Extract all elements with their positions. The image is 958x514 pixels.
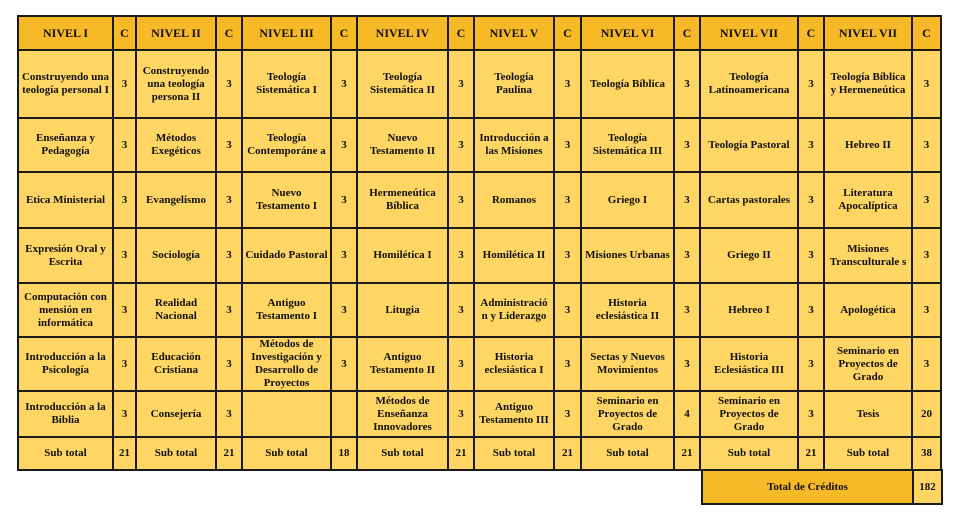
credits-header: C bbox=[554, 16, 581, 50]
course-credits: 3 bbox=[674, 228, 700, 283]
course-name: Realidad Nacional bbox=[136, 283, 216, 337]
course-credits: 3 bbox=[448, 228, 474, 283]
course-name: Historia Eclesiástica III bbox=[700, 337, 798, 391]
course-name: Métodos de Investigación y Desarrollo de Proyectos bbox=[242, 337, 331, 391]
course-credits: 3 bbox=[798, 50, 824, 118]
level-header: NIVEL III bbox=[242, 16, 331, 50]
course-name: Enseñanza y Pedagogía bbox=[18, 118, 113, 172]
subtotal-value: 21 bbox=[216, 437, 242, 470]
course-credits: 3 bbox=[216, 391, 242, 437]
course-name: Antiguo Testamento III bbox=[474, 391, 554, 437]
course-credits: 4 bbox=[674, 391, 700, 437]
subtotal-label: Sub total bbox=[136, 437, 216, 470]
course-name: Litugia bbox=[357, 283, 448, 337]
course-name: Antiguo Testamento I bbox=[242, 283, 331, 337]
course-credits: 3 bbox=[216, 228, 242, 283]
course-credits: 3 bbox=[448, 391, 474, 437]
course-name: Teología Latinoamericana bbox=[700, 50, 798, 118]
course-credits: 3 bbox=[113, 172, 136, 228]
course-name: Teología Paulina bbox=[474, 50, 554, 118]
course-credits: 3 bbox=[912, 228, 941, 283]
course-credits: 3 bbox=[554, 228, 581, 283]
course-name: Cuidado Pastoral bbox=[242, 228, 331, 283]
course-name: Computación con mensión en informática bbox=[18, 283, 113, 337]
course-name: Introducción a la Psicología bbox=[18, 337, 113, 391]
total-credits-row bbox=[702, 470, 942, 504]
subtotal-value: 21 bbox=[674, 437, 700, 470]
course-name: Teología Sistemática I bbox=[242, 50, 331, 118]
total-credits-value: 182 bbox=[913, 470, 942, 504]
course-name: Consejería bbox=[136, 391, 216, 437]
course-name: Seminario en Proyectos de Grado bbox=[581, 391, 674, 437]
course-credits: 3 bbox=[674, 50, 700, 118]
table-body bbox=[18, 50, 941, 470]
course-name: Nuevo Testamento II bbox=[357, 118, 448, 172]
course-name: Métodos de Enseñanza Innovadores bbox=[357, 391, 448, 437]
subtotal-label: Sub total bbox=[474, 437, 554, 470]
course-credits: 3 bbox=[798, 283, 824, 337]
course-credits: 3 bbox=[216, 118, 242, 172]
course-name: Romanos bbox=[474, 172, 554, 228]
course-name: Seminario en Proyectos de Grado bbox=[700, 391, 798, 437]
course-row bbox=[18, 50, 941, 118]
course-row bbox=[18, 391, 941, 437]
total-credits-table bbox=[701, 469, 943, 505]
level-header: NIVEL II bbox=[136, 16, 216, 50]
course-name: Teología Sistemática II bbox=[357, 50, 448, 118]
course-name: Nuevo Testamento I bbox=[242, 172, 331, 228]
course-name: Hebreo I bbox=[700, 283, 798, 337]
course-credits: 3 bbox=[912, 283, 941, 337]
course-name: Homilética II bbox=[474, 228, 554, 283]
total-credits-label: Total de Créditos bbox=[702, 470, 913, 504]
level-header: NIVEL VII bbox=[700, 16, 798, 50]
course-credits: 3 bbox=[216, 172, 242, 228]
subtotal-label: Sub total bbox=[242, 437, 331, 470]
curriculum-table bbox=[17, 15, 942, 471]
credits-header: C bbox=[674, 16, 700, 50]
course-name: Antiguo Testamento II bbox=[357, 337, 448, 391]
course-name: Teología Bíblica y Hermeneútica bbox=[824, 50, 912, 118]
course-credits: 3 bbox=[674, 337, 700, 391]
credits-header: C bbox=[912, 16, 941, 50]
course-name: Misiones Transculturale s bbox=[824, 228, 912, 283]
course-credits: 3 bbox=[674, 172, 700, 228]
level-header: NIVEL VI bbox=[581, 16, 674, 50]
course-credits: 3 bbox=[554, 283, 581, 337]
course-name: Etica Ministerial bbox=[18, 172, 113, 228]
level-header: NIVEL IV bbox=[357, 16, 448, 50]
course-name: Métodos Exegéticos bbox=[136, 118, 216, 172]
subtotal-label: Sub total bbox=[581, 437, 674, 470]
course-credits: 20 bbox=[912, 391, 941, 437]
header-row bbox=[18, 16, 941, 50]
course-credits: 3 bbox=[216, 283, 242, 337]
course-name: Seminario en Proyectos de Grado bbox=[824, 337, 912, 391]
course-credits: 3 bbox=[798, 228, 824, 283]
course-credits: 3 bbox=[448, 283, 474, 337]
course-name: Apologética bbox=[824, 283, 912, 337]
course-name: Introducción a las Misiones bbox=[474, 118, 554, 172]
course-credits: 3 bbox=[554, 337, 581, 391]
course-name: Hebreo II bbox=[824, 118, 912, 172]
course-name: Introducción a la Biblia bbox=[18, 391, 113, 437]
level-header: NIVEL VII bbox=[824, 16, 912, 50]
course-credits: 3 bbox=[554, 118, 581, 172]
subtotal-row bbox=[18, 437, 941, 470]
course-credits: 3 bbox=[331, 50, 357, 118]
course-credits: 3 bbox=[331, 172, 357, 228]
course-credits: 3 bbox=[331, 118, 357, 172]
course-name: Expresión Oral y Escrita bbox=[18, 228, 113, 283]
subtotal-value: 21 bbox=[448, 437, 474, 470]
course-credits: 3 bbox=[912, 118, 941, 172]
course-name: Teología Contemporáne a bbox=[242, 118, 331, 172]
course-credits: 3 bbox=[331, 337, 357, 391]
course-name: Teología Bíblica bbox=[581, 50, 674, 118]
course-credits: 3 bbox=[113, 283, 136, 337]
course-credits: 3 bbox=[113, 228, 136, 283]
course-credits: 3 bbox=[798, 118, 824, 172]
course-name: Historia eclesiástica II bbox=[581, 283, 674, 337]
credits-header: C bbox=[448, 16, 474, 50]
course-credits: 3 bbox=[554, 391, 581, 437]
course-credits: 3 bbox=[448, 118, 474, 172]
course-name: Hermeneútica Bíblica bbox=[357, 172, 448, 228]
course-name: Griego I bbox=[581, 172, 674, 228]
course-credits: 3 bbox=[798, 172, 824, 228]
course-credits: 3 bbox=[448, 50, 474, 118]
course-name: Sociología bbox=[136, 228, 216, 283]
course-name: Educación Cristiana bbox=[136, 337, 216, 391]
course-credits: 3 bbox=[912, 337, 941, 391]
course-name: Misiones Urbanas bbox=[581, 228, 674, 283]
credits-header: C bbox=[113, 16, 136, 50]
course-row bbox=[18, 228, 941, 283]
course-name: Historia eclesiástica I bbox=[474, 337, 554, 391]
course-credits: 3 bbox=[113, 391, 136, 437]
course-row bbox=[18, 283, 941, 337]
course-credits: 3 bbox=[216, 337, 242, 391]
course-credits: 3 bbox=[448, 337, 474, 391]
subtotal-value: 21 bbox=[113, 437, 136, 470]
course-credits: 3 bbox=[113, 118, 136, 172]
course-credits: 3 bbox=[912, 172, 941, 228]
course-name: Cartas pastorales bbox=[700, 172, 798, 228]
course-name bbox=[242, 391, 331, 437]
course-credits: 3 bbox=[554, 50, 581, 118]
level-header: NIVEL V bbox=[474, 16, 554, 50]
course-credits: 3 bbox=[331, 283, 357, 337]
course-row bbox=[18, 337, 941, 391]
subtotal-label: Sub total bbox=[824, 437, 912, 470]
course-credits: 3 bbox=[331, 228, 357, 283]
course-credits: 3 bbox=[554, 172, 581, 228]
course-credits: 3 bbox=[448, 172, 474, 228]
subtotal-label: Sub total bbox=[357, 437, 448, 470]
subtotal-value: 38 bbox=[912, 437, 941, 470]
course-name: Sectas y Nuevos Movimientos bbox=[581, 337, 674, 391]
credits-header: C bbox=[331, 16, 357, 50]
course-name: Teología Sistemática III bbox=[581, 118, 674, 172]
course-row bbox=[18, 118, 941, 172]
course-name: Construyendo una teología persona II bbox=[136, 50, 216, 118]
course-name: Evangelismo bbox=[136, 172, 216, 228]
course-name: Teología Pastoral bbox=[700, 118, 798, 172]
credits-header: C bbox=[216, 16, 242, 50]
course-row bbox=[18, 172, 941, 228]
subtotal-value: 21 bbox=[798, 437, 824, 470]
course-credits: 3 bbox=[113, 50, 136, 118]
course-credits: 3 bbox=[674, 283, 700, 337]
subtotal-value: 18 bbox=[331, 437, 357, 470]
course-credits: 3 bbox=[674, 118, 700, 172]
credits-header: C bbox=[798, 16, 824, 50]
subtotal-label: Sub total bbox=[18, 437, 113, 470]
subtotal-label: Sub total bbox=[700, 437, 798, 470]
subtotal-value: 21 bbox=[554, 437, 581, 470]
course-name: Homilética I bbox=[357, 228, 448, 283]
course-credits: 3 bbox=[113, 337, 136, 391]
course-credits bbox=[331, 391, 357, 437]
course-name: Administració n y Liderazgo bbox=[474, 283, 554, 337]
level-header: NIVEL I bbox=[18, 16, 113, 50]
course-name: Construyendo una teología personal I bbox=[18, 50, 113, 118]
course-credits: 3 bbox=[216, 50, 242, 118]
course-credits: 3 bbox=[798, 337, 824, 391]
course-name: Tesis bbox=[824, 391, 912, 437]
course-credits: 3 bbox=[798, 391, 824, 437]
course-name: Griego II bbox=[700, 228, 798, 283]
course-credits: 3 bbox=[912, 50, 941, 118]
course-name: Literatura Apocalíptica bbox=[824, 172, 912, 228]
